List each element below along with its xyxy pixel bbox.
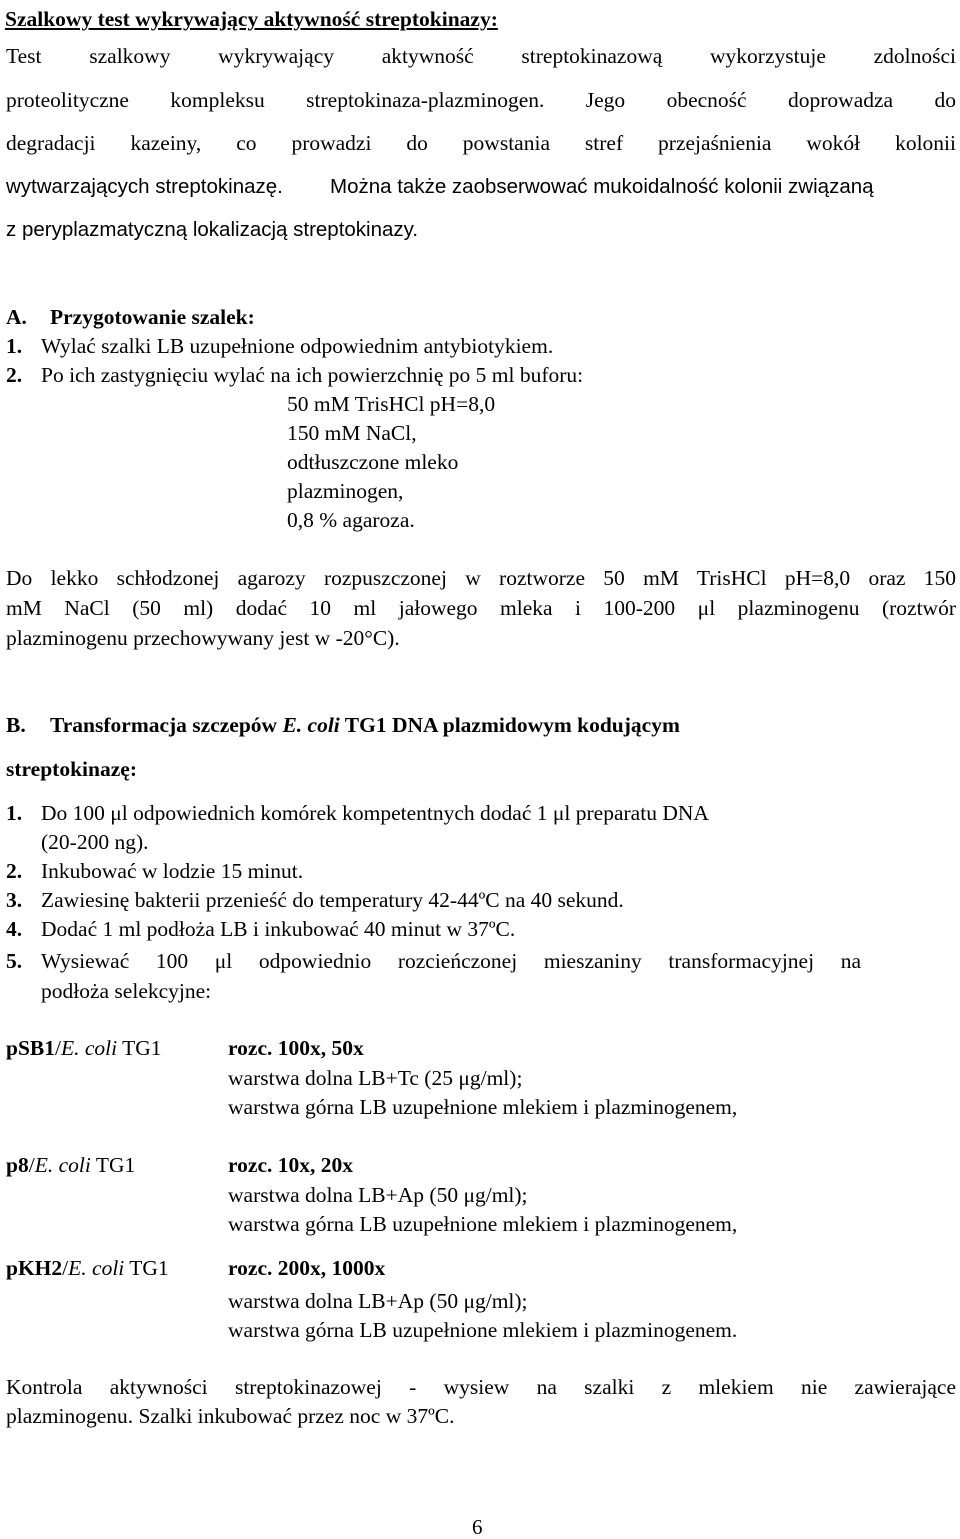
plasmid-name: p8 <box>6 1153 29 1177</box>
strain-code: TG1 <box>124 1256 169 1280</box>
plasmid-name: pKH2 <box>6 1256 63 1280</box>
strain-code: TG1 <box>117 1036 162 1060</box>
species-name: E. coli <box>61 1036 118 1060</box>
species-name: E. coli <box>68 1256 125 1280</box>
strain-separator: / <box>62 1256 69 1280</box>
page-number: 6 <box>472 1515 483 1539</box>
step-text: Inkubować w lodzie 15 minut. <box>41 859 304 883</box>
step-text: Wylać szalki LB uzupełnione odpowiednim antybiotykiem. <box>41 334 554 358</box>
intro-line-4b: Można także zaobserwować mukoidalność kolonii związaną <box>330 175 874 198</box>
page-title: Szalkowy test wykrywający aktywność streptokinazy: <box>5 7 498 31</box>
section-b-title-part: TG1 DNA plazmidowym kodującym <box>344 713 680 737</box>
section-b-title-species: E. coli <box>282 713 340 737</box>
section-a-number: A. <box>6 305 27 329</box>
control-line-1: Kontrola aktywności streptokinazowej - wysiew na szalki z mlekiem nie zawierające <box>6 1375 956 1399</box>
section-b-title-cont: streptokinazę: <box>6 757 137 781</box>
step-text: Zawiesinę bakterii przenieść do temperatury 42-44ºC na 40 sekund. <box>41 888 624 912</box>
control-line-2: plazminogenu. Szalki inkubować przez noc w 37ºC. <box>6 1404 455 1428</box>
plasmid-name: pSB1 <box>6 1036 56 1060</box>
strain-name <box>6 1038 162 1060</box>
intro-line-1: Test szalkowy wykrywający aktywność streptokinazową wykorzystuje zdolności <box>6 44 956 68</box>
step-number: 2. <box>6 859 23 883</box>
buffer-item: 150 mM NaCl, <box>287 421 417 445</box>
intro-line-5: z peryplazmatyczną lokalizacją streptokinazy. <box>6 218 419 241</box>
step-number: 4. <box>6 917 23 941</box>
strain-code: TG1 <box>90 1153 136 1177</box>
step-number: 1. <box>6 801 23 825</box>
upper-layer: warstwa górna LB uzupełnione mlekiem i plazminogenem. <box>228 1318 738 1342</box>
dilution: rozc. 100x, 50x <box>228 1036 364 1060</box>
dilution: rozc. 200x, 1000x <box>228 1256 386 1280</box>
step-text: Wysiewać 100 μl odpowiednio rozcieńczonej mieszaniny transformacyjnej na <box>41 949 861 973</box>
step-text: Dodać 1 ml podłoża LB i inkubować 40 minut w 37ºC. <box>41 917 516 941</box>
strain-separator: / <box>55 1036 61 1060</box>
buffer-item: odtłuszczone mleko <box>287 450 459 474</box>
strain-name <box>6 1155 135 1177</box>
step-text-cont: (20-200 ng). <box>41 830 149 854</box>
step-number: 2. <box>6 363 23 387</box>
step-text: Po ich zastygnięciu wylać na ich powierzchnię po 5 ml buforu: <box>41 363 584 387</box>
upper-layer: warstwa górna LB uzupełnione mlekiem i plazminogenem, <box>228 1212 738 1236</box>
note-line-1: Do lekko schłodzonej agarozy rozpuszczonej w roztworze 50 mM TrisHCl pH=8,0 oraz 150 <box>6 566 956 590</box>
note-line-2: mM NaCl (50 ml) dodać 10 ml jałowego mleka i 100-200 μl plazminogenu (roztwór <box>6 596 956 620</box>
buffer-item: plazminogen, <box>287 479 404 503</box>
buffer-item: 0,8 % agaroza. <box>287 508 415 532</box>
lower-layer: warstwa dolna LB+Tc (25 μg/ml); <box>228 1066 523 1090</box>
lower-layer: warstwa dolna LB+Ap (50 μg/ml); <box>228 1183 528 1207</box>
lower-layer: warstwa dolna LB+Ap (50 μg/ml); <box>228 1289 528 1313</box>
section-a-title: Przygotowanie szalek: <box>50 305 255 329</box>
species-name: E. coli <box>34 1153 91 1177</box>
intro-line-3: degradacji kazeiny, co prowadzi do powstania stref przejaśnienia wokół kolonii <box>6 131 956 155</box>
section-b-title <box>50 715 680 737</box>
step-number: 5. <box>6 949 23 973</box>
step-text-cont: podłoża selekcyjne: <box>41 979 212 1003</box>
section-b-number: B. <box>6 713 26 737</box>
upper-layer: warstwa górna LB uzupełnione mlekiem i plazminogenem, <box>228 1095 738 1119</box>
intro-line-4a: wytwarzających streptokinazę. <box>6 175 283 198</box>
note-line-3: plazminogenu przechowywany jest w -20°C). <box>6 626 400 650</box>
section-b-title-part: Transformacja szczepów <box>50 713 278 737</box>
buffer-item: 50 mM TrisHCl pH=8,0 <box>287 392 496 416</box>
strain-name <box>6 1258 169 1280</box>
step-number: 1. <box>6 334 23 358</box>
dilution: rozc. 10x, 20x <box>228 1153 353 1177</box>
intro-line-2: proteolityczne kompleksu streptokinaza-plazminogen. Jego obecność doprowadza do <box>6 88 956 112</box>
strain-separator: / <box>28 1153 35 1177</box>
step-number: 3. <box>6 888 23 912</box>
step-text: Do 100 μl odpowiednich komórek kompetentnych dodać 1 μl preparatu DNA <box>41 801 709 825</box>
